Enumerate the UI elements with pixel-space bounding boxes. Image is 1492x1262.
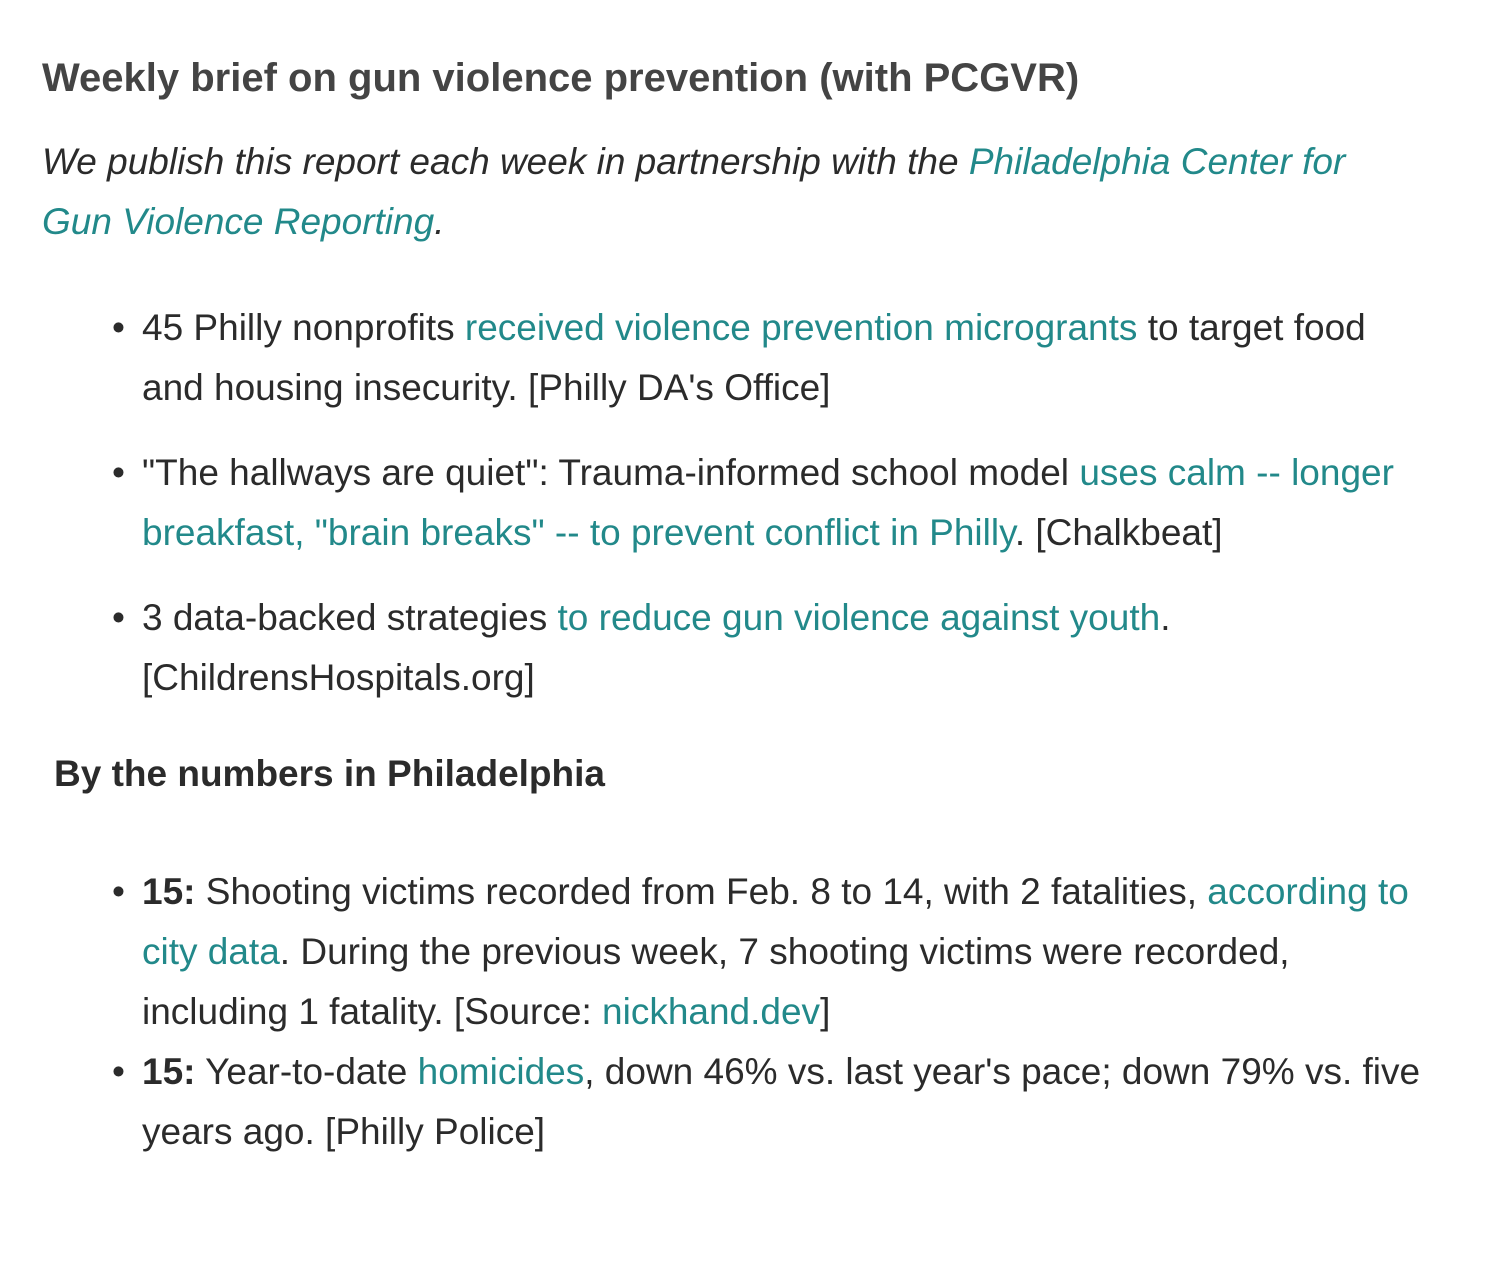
microgrants-link[interactable]: received violence prevention microgrants: [464, 307, 1138, 348]
numbers-item-text: . During the previous week, 7 shooting victims were recorded, including 1 fatality. [Source:: [142, 931, 1290, 1032]
pcgvr-link[interactable]: Philadelphia Center for Gun Violence Reporting: [42, 141, 1346, 242]
city-data-link[interactable]: according to city data: [142, 871, 1409, 972]
numbers-item: [42, 1042, 1432, 1162]
stat-number: 15:: [142, 871, 196, 912]
numbers-item-text: , down 46% vs. last year's pace; down 79% vs. five years ago. [Philly Police]: [142, 1051, 1421, 1152]
page-title: Weekly brief on gun violence prevention (with PCGVR): [42, 56, 1080, 100]
nickhand-link[interactable]: nickhand.dev: [602, 991, 821, 1032]
numbers-list: [42, 862, 1432, 1162]
youth-violence-link[interactable]: to reduce gun violence against youth: [557, 597, 1161, 638]
numbers-item: [42, 862, 1432, 1042]
news-item: [42, 588, 1432, 708]
bullet-icon: •: [112, 597, 125, 638]
numbers-item-text: Shooting victims recorded from Feb. 8 to 14, with 2 fatalities,: [195, 871, 1208, 912]
news-item-text: . [ChildrensHospitals.org]: [142, 597, 1171, 698]
bullet-icon: •: [112, 871, 125, 912]
intro-text: We publish this report each week in partnership with the: [42, 141, 969, 182]
homicides-link[interactable]: homicides: [417, 1051, 585, 1092]
numbers-heading: By the numbers in Philadelphia: [54, 753, 605, 794]
bullet-icon: •: [112, 307, 125, 348]
numbers-item-text: ]: [820, 991, 831, 1032]
bullet-icon: •: [112, 1051, 125, 1092]
news-item-text: to target food and housing insecurity. [Philly DA's Office]: [142, 307, 1366, 408]
news-item-text: . [Chalkbeat]: [1014, 512, 1223, 553]
intro-end: .: [434, 201, 445, 242]
news-item-text: "The hallways are quiet": Trauma-informed school model: [142, 452, 1080, 493]
news-list: [42, 298, 1432, 708]
intro-paragraph: [42, 132, 1422, 252]
news-item: [42, 443, 1432, 563]
numbers-item-text: Year-to-date: [195, 1051, 418, 1092]
bullet-icon: •: [112, 452, 125, 493]
school-model-link[interactable]: uses calm -- longer breakfast, "brain breaks" -- to prevent conflict in Philly: [142, 452, 1394, 553]
stat-number: 15:: [142, 1051, 196, 1092]
news-item-text: 3 data-backed strategies: [142, 597, 558, 638]
news-item: [42, 298, 1432, 418]
news-item-text: 45 Philly nonprofits: [142, 307, 465, 348]
